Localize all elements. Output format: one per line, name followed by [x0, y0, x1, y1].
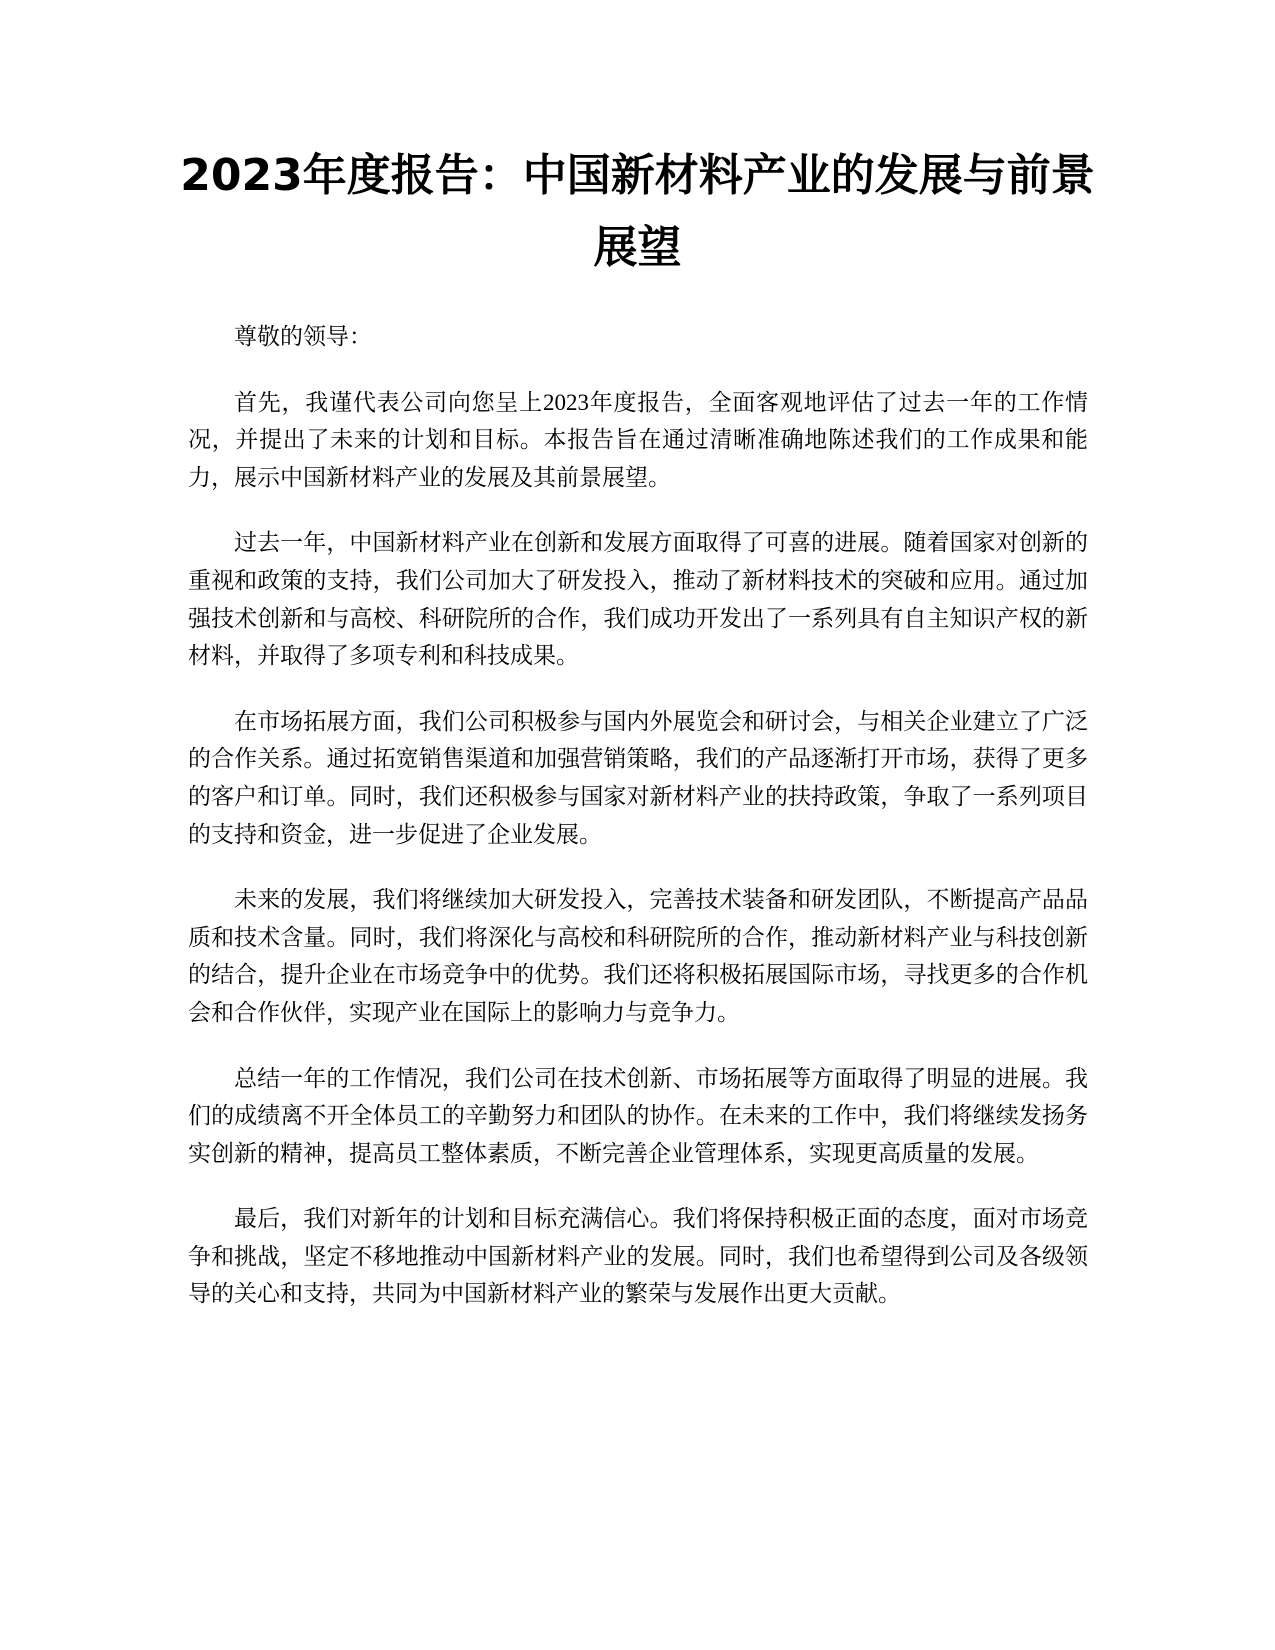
- paragraph-2: 过去一年，中国新材料产业在创新和发展方面取得了可喜的进展。随着国家对创新的重视和政策的支持，我们公司加大了研发投入，推动了新材料技术的突破和应用。通过加强技术创新和与高校、科研院所的合作，我们成功开发出了一系列具有自主知识产权的新材料，并取得了多项专利和科技成果。: [188, 530, 1088, 669]
- salutation: 尊敬的领导：: [234, 324, 372, 349]
- paragraph-6: 最后，我们对新年的计划和目标充满信心。我们将保持积极正面的态度，面对市场竞争和挑战，坚定不移地推动中国新材料产业的发展。同时，我们也希望得到公司及各级领导的关心和支持，共同为中国新材料产业的繁荣与发展作出更大贡献。: [188, 1206, 1088, 1307]
- document-body: [188, 318, 1088, 1341]
- paragraph-4: 未来的发展，我们将继续加大研发投入，完善技术装备和研发团队，不断提高产品品质和技术含量。同时，我们将深化与高校和科研院所的合作，推动新材料产业与科技创新的结合，提升企业在市场竞争中的优势。我们还将积极拓展国际市场，寻找更多的合作机会和合作伙伴，实现产业在国际上的影响力与竞争力。: [188, 887, 1088, 1025]
- paragraph-5: 总结一年的工作情况，我们公司在技术创新、市场拓展等方面取得了明显的进展。我们的成绩离不开全体员工的辛勤努力和团队的协作。在未来的工作中，我们将继续发扬务实创新的精神，提高员工整体素质，不断完善企业管理体系，实现更高质量的发展。: [188, 1065, 1088, 1166]
- paragraph-3: 在市场拓展方面，我们公司积极参与国内外展览会和研讨会，与相关企业建立了广泛的合作关系。通过拓宽销售渠道和加强营销策略，我们的产品逐渐打开市场，获得了更多的客户和订单。同时，我们还积极参与国家对新材料产业的扶持政策，争取了一系列项目的支持和资金，进一步促进了企业发展。: [188, 708, 1088, 847]
- document-title: 2023年度报告：中国新材料产业的发展与前景展望: [180, 150, 1095, 273]
- paragraph-1: 首先，我谨代表公司向您呈上2023年度报告，全面客观地评估了过去一年的工作情况，并提出了未来的计划和目标。本报告旨在通过清晰准确地陈述我们的工作成果和能力，展示中国新材料产业的发展及其前景展望。: [188, 389, 1088, 490]
